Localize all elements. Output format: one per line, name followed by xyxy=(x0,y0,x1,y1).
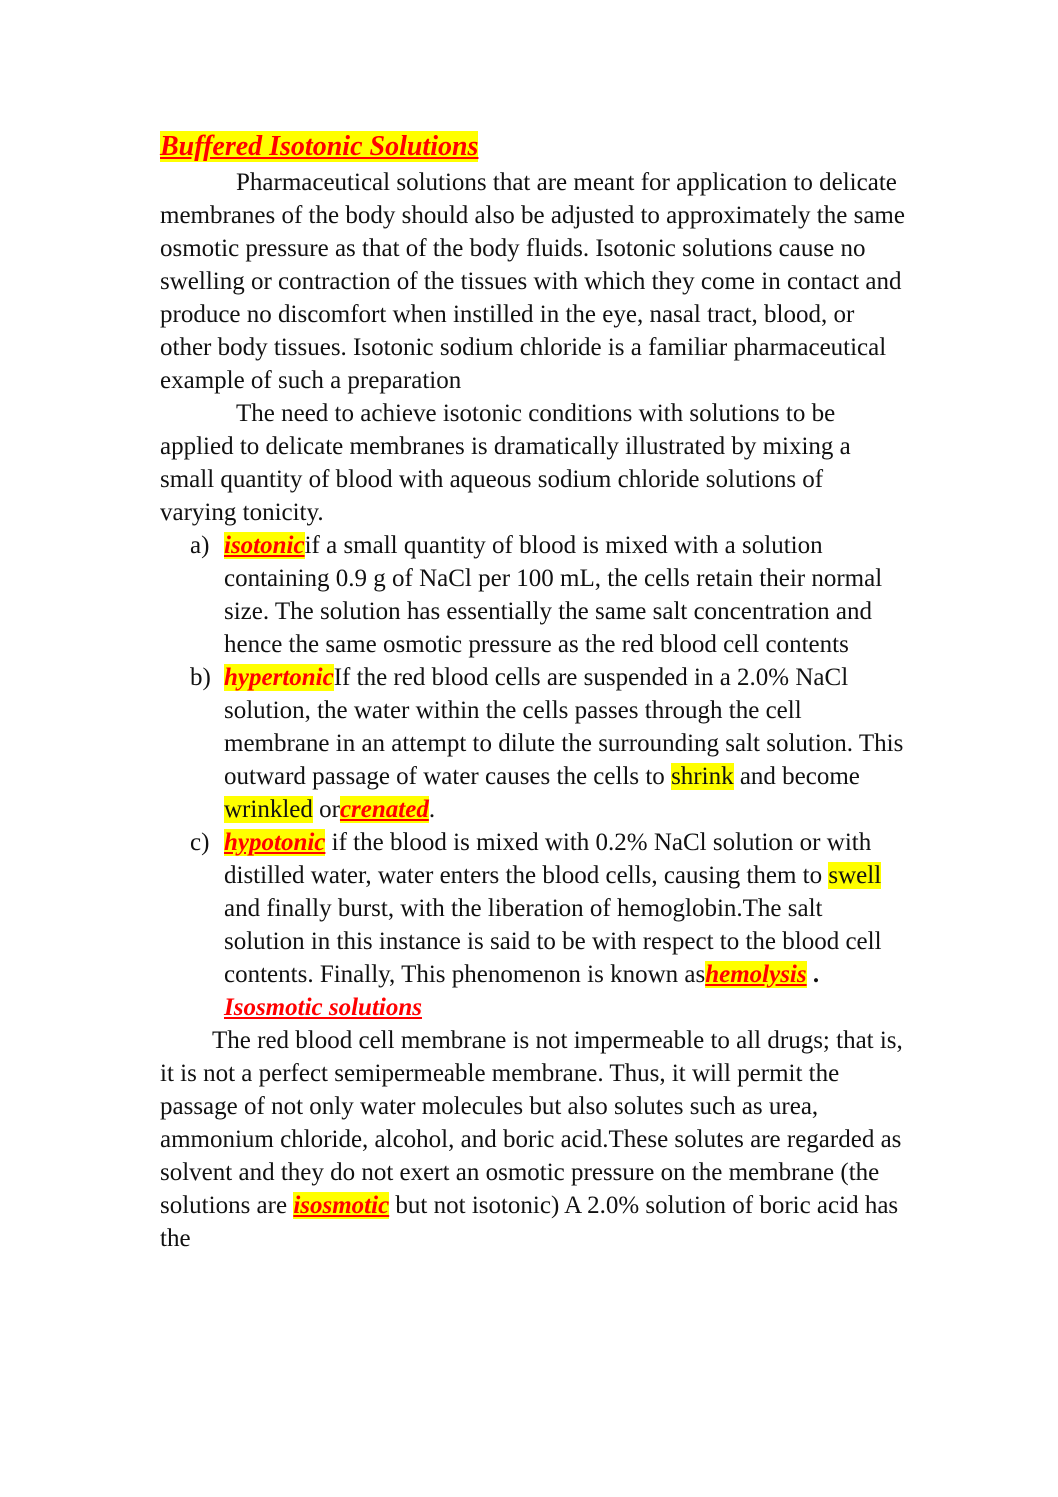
paragraph-isosmotic xyxy=(160,1024,905,1255)
item-text: if a small quantity of blood is mixed with a solution containing 0.9 g of NaCl per 100 mL, the cells retain their normal size. The solution has essentially the same salt concentration and hence the same osmotic pressure as the red blood cell contents xyxy=(224,532,883,658)
item-text: if the blood is mixed with 0.2% NaCl solution or with distilled water, water enters the blood cells, causing them to xyxy=(224,829,872,889)
paragraph-text: The red blood cell membrane is not impermeable to all drugs; that is, it is not a perfect semipermeable membrane. Thus, it will permit the passage of not only water molecules but also solutes such as urea, ammonium chloride, alcohol, and boric acid.These solutes are regarded as solvent and they do not exert an osmotic pressure on the membrane (the solutions are xyxy=(160,1027,903,1219)
highlight-wrinkled: wrinkled xyxy=(224,796,313,823)
list-marker: c) xyxy=(190,829,210,856)
list-item-hypotonic xyxy=(190,826,905,991)
list-item-hypertonic xyxy=(190,661,905,826)
term-isosmotic: isosmotic xyxy=(293,1192,390,1219)
document-content xyxy=(160,130,905,1255)
item-text: or xyxy=(312,796,340,823)
term-hypotonic: hypotonic xyxy=(224,829,326,856)
tonicity-list xyxy=(160,529,905,991)
highlight-shrink: shrink xyxy=(671,763,734,790)
paragraph-text: but not isotonic) A 2.0% solution of boric acid has the xyxy=(160,1192,899,1252)
highlight-swell: swell xyxy=(828,862,882,889)
list-marker: b) xyxy=(190,664,211,691)
list-item-isotonic xyxy=(190,529,905,661)
term-crenated: crenated xyxy=(339,796,429,823)
title-highlight: Buffered Isotonic Solutions xyxy=(160,131,479,162)
item-text: . xyxy=(806,961,820,988)
item-text: If the red blood cells are suspended in a 2.0% NaCl solution, the water within the cells passes through the cell membrane in an attempt to dilute the surrounding salt solution. This outward passage of water causes the cells to xyxy=(224,664,904,790)
list-marker: a) xyxy=(190,532,210,559)
paragraph-need: The need to achieve isotonic conditions with solutions to be applied to delicate membranes is dramatically illustrated by mixing a small quantity of blood with aqueous sodium chloride solutions of varying tonicity. xyxy=(160,400,851,526)
term-isotonic: isotonic xyxy=(224,532,305,559)
paragraph-intro: Pharmaceutical solutions that are meant for application to delicate membranes of the body should also be adjusted to approximately the same osmotic pressure as that of the body fluids. Isotonic solutions cause no swelling or contraction of the tissues with which they come in contact and produce no discomfort when instilled in the eye, nasal tract, blood, or other body tissues. Isotonic sodium chloride is a familiar pharmaceutical example of such a preparation xyxy=(160,169,905,394)
item-text: and become xyxy=(733,763,860,790)
term-hypertonic: hypertonic xyxy=(224,664,334,691)
term-hemolysis: hemolysis xyxy=(705,961,807,988)
item-text: and finally burst, with the liberation of hemoglobin.The salt solution in this instance is said to be with respect to the blood cell contents. Finally, This phenomenon is known as xyxy=(224,895,882,988)
subheading-isosmotic: Isosmotic solutions xyxy=(224,994,422,1021)
item-text: . xyxy=(428,796,436,823)
page-title xyxy=(160,130,905,164)
